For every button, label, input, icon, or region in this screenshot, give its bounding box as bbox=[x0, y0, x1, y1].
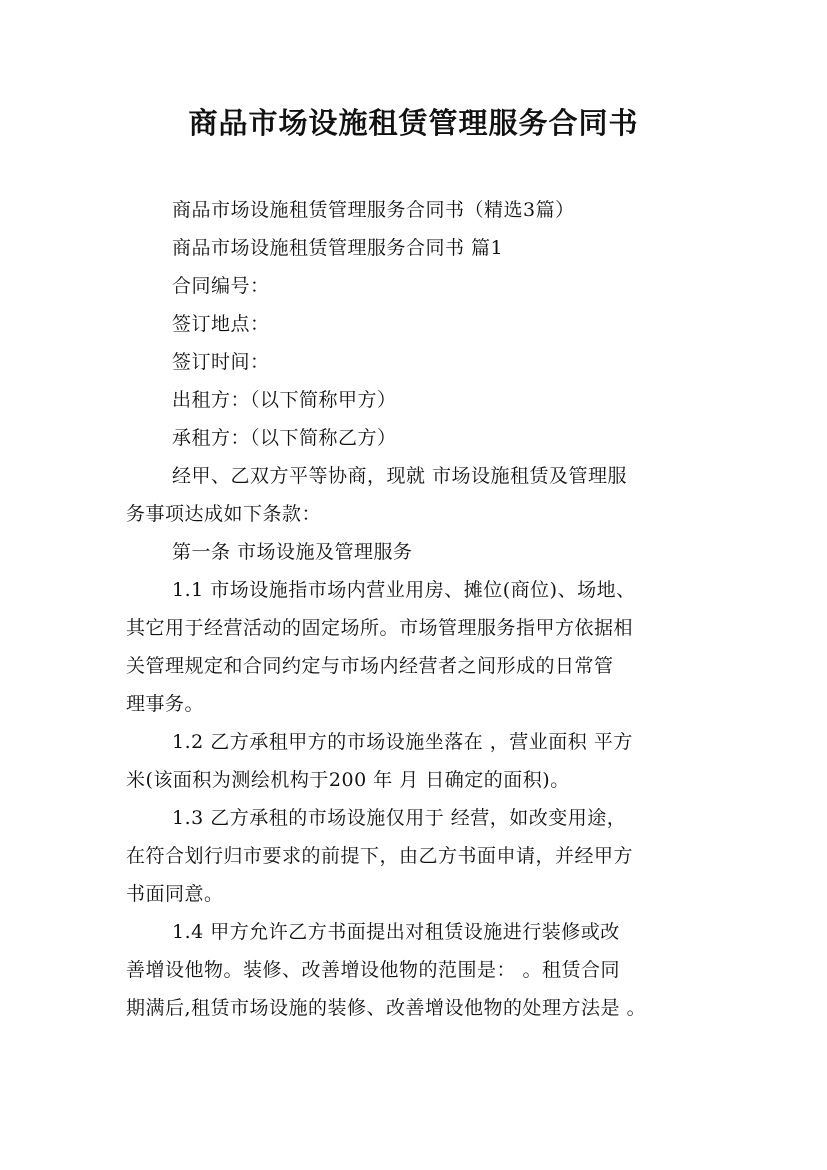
part-heading: 商品市场设施租赁管理服务合同书 篇1 bbox=[172, 237, 504, 259]
document-body bbox=[126, 191, 716, 1027]
document-title: 商品市场设施租赁管理服务合同书 bbox=[188, 106, 639, 140]
clause-1-4-line-2: 善增设他物。装修、改善增设他物的范围是： 。租赁合同 bbox=[126, 959, 621, 981]
lessee-field: 承租方：（以下简称乙方） bbox=[172, 427, 397, 449]
clause-1-3-line-1: 1.3 乙方承租的市场设施仅用于 经营，如改变用途， bbox=[172, 807, 627, 829]
clause-1-2-line-2: 米(该面积为测绘机构于200 年 月 日确定的面积)。 bbox=[126, 769, 570, 791]
intro-paragraph-line-2: 务事项达成如下条款： bbox=[126, 503, 322, 525]
sign-time-field: 签订时间： bbox=[172, 351, 270, 373]
clause-1-1-line-1: 1.1 市场设施指市场内营业用房、摊位(商位)、场地、 bbox=[172, 579, 636, 601]
intro-paragraph-line-1: 经甲、乙双方平等协商，现就 市场设施租赁及管理服 bbox=[172, 465, 628, 487]
contract-number-field: 合同编号： bbox=[172, 275, 270, 297]
clause-1-3-line-2: 在符合划行归市要求的前提下，由乙方书面申请，并经甲方 bbox=[126, 845, 634, 867]
clause-1-1-line-3: 关管理规定和合同约定与市场内经营者之间形成的日常管 bbox=[126, 655, 614, 677]
clause-1-3-line-3: 书面同意。 bbox=[126, 883, 224, 905]
subtitle-line: 商品市场设施租赁管理服务合同书（精选3篇） bbox=[172, 199, 575, 221]
clause-1-1-line-2: 其它用于经营活动的固定场所。市场管理服务指甲方依据相 bbox=[126, 617, 634, 639]
clause-1-4-line-3: 期满后,租赁市场设施的装修、改善增设他物的处理方法是 。 bbox=[126, 997, 647, 1019]
sign-place-field: 签订地点： bbox=[172, 313, 270, 335]
clause-1-1-line-4: 理事务。 bbox=[126, 693, 205, 715]
clause-1-4-line-1: 1.4 甲方允许乙方书面提出对租赁设施进行装修或改 bbox=[172, 921, 620, 943]
article-heading: 第一条 市场设施及管理服务 bbox=[172, 541, 413, 563]
clause-1-2-line-1: 1.2 乙方承租甲方的市场设施坐落在 ，营业面积 平方 bbox=[172, 731, 633, 753]
lessor-field: 出租方：（以下简称甲方） bbox=[172, 389, 397, 411]
